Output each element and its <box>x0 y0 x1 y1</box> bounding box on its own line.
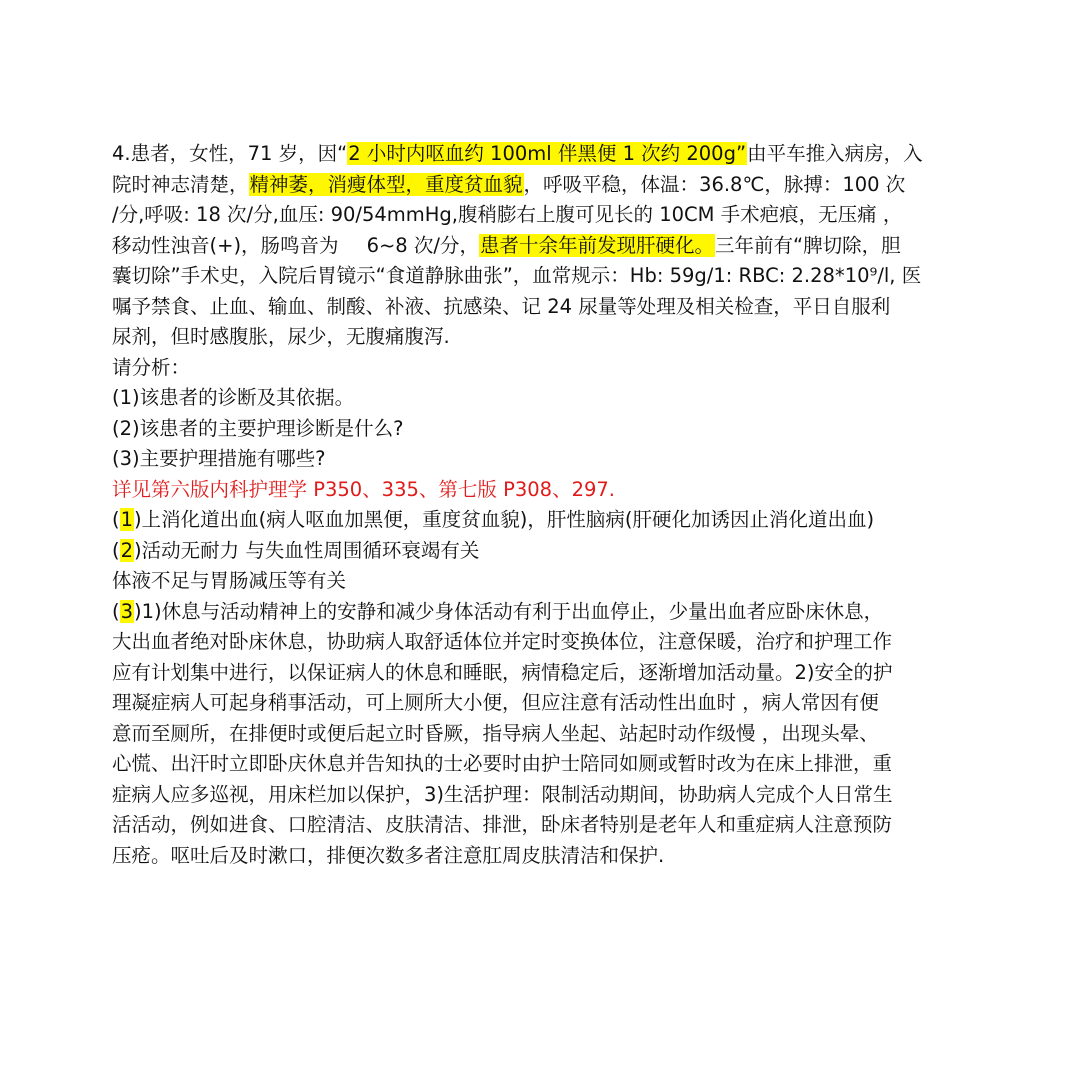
answer-3 <box>112 597 974 628</box>
case-line-2 <box>112 170 974 201</box>
case-line-4 <box>112 231 974 262</box>
answer-3-line: 意而至厕所，在排便时或便后起立时昏厥，指导病人坐起、站起时动作级慢 ，出现头晕、 <box>112 721 879 745</box>
answer-3-line: 活活动，例如进食、口腔清洁、皮肤清洁、排泄，卧床者特别是老年人和重症病人注意预防 <box>112 813 893 836</box>
case-line-6: 嘱予禁食、止血、输血、制酸、补液、抗感染、记 24 尿量等处理及相关检查，平日自服利 <box>112 294 891 318</box>
highlighted-text: 患者十余年前发现肝硬化。 <box>479 233 714 257</box>
answer-3-line: 理凝症病人可起身稍事活动，可上厕所大小便，但应注意有活动性出血时 ，病人常因有便 <box>112 691 879 714</box>
answer-3-line: 心慌、出汗时立即卧庆休息并告知执的士必要时由护士陪同如厕或暂时改为在床上排泄，重 <box>112 752 893 775</box>
case-text: 由平车推入病房，入 <box>747 142 923 165</box>
answer-2 <box>112 536 974 567</box>
answer-text: )上消化道出血(病人呕血加黑便，重度贫血貌)，肝性脑病(肝硬化加诱因止消化道出血) <box>134 508 875 531</box>
answer-number-highlight: 2 <box>120 538 134 562</box>
case-line-5: 囊切除”手术史，入院后胃镜示“食道静脉曲张”，血常规示：Hb: 59g/1: RBC: 2.28*10⁹/l, 医 <box>112 264 922 287</box>
question-1: (1)该患者的诊断及其依据。 <box>112 386 355 409</box>
question-2: (2)该患者的主要护理诊断是什么? <box>112 416 404 440</box>
case-text: ，呼吸平稳，体温：36.8℃，脉搏：100 次 <box>523 172 906 196</box>
answer-1 <box>112 505 974 536</box>
case-text: 移动性浊音(+)，肠鸣音为 <box>112 233 339 257</box>
document-body <box>112 139 974 871</box>
question-3: (3)主要护理措施有哪些? <box>112 447 326 470</box>
answer-3-line: 症病人应多巡视，用床栏加以保护，3)生活护理：限制活动期间，协助病人完成个人日常生 <box>112 782 893 806</box>
case-text: 4.患者，女性，71 岁，因“ <box>112 142 348 165</box>
case-text: 院时神志清楚， <box>112 172 249 196</box>
reference-note: 详见第六版内科护理学 P350、335、第七版 P308、297. <box>112 477 615 501</box>
answer-2-extra: 体液不足与胃肠减压等有关 <box>112 569 347 592</box>
case-text: 6~8 次/分， <box>366 233 479 257</box>
answer-3-line: 压疮。呕吐后及时漱口，排便次数多者注意肛周皮肤清洁和保护. <box>112 843 665 867</box>
answer-paren: ( <box>112 508 120 531</box>
answer-3-line: 应有计划集中进行，以保证病人的休息和睡眠，病情稳定后，逐渐增加活动量。2)安全的护 <box>112 660 893 684</box>
answer-number-highlight: 3 <box>120 599 134 623</box>
answer-text: )活动无耐力 与失血性周围循环衰竭有关 <box>134 538 480 562</box>
case-line-7: 尿剂，但时感腹胀，尿少，无腹痛腹泻. <box>112 325 450 348</box>
case-text: 三年前有“脾切除，胆 <box>715 233 901 257</box>
case-line-3: /分,呼吸: 18 次/分,血压: 90/54mmHg,腹稍膨右上腹可见长的 10CM 手术疤痕，无压痛 ， <box>112 203 903 226</box>
case-line-1 <box>112 139 974 170</box>
answer-text: )1)休息与活动精神上的安静和减少身体活动有利于出血停止，少量出血者应卧床休息， <box>134 599 884 623</box>
answer-paren: ( <box>112 599 120 623</box>
answer-3-line: 大出血者绝对卧床休息，协助病人取舒适体位并定时变换体位，注意保暖，治疗和护理工作 <box>112 630 893 653</box>
questions-intro: 请分析： <box>112 355 191 379</box>
highlighted-text: 2 小时内呕血约 100ml 伴黑便 1 次约 200g” <box>348 142 747 165</box>
highlighted-text: 精神萎，消瘦体型，重度贫血貌 <box>249 172 523 196</box>
answer-number-highlight: 1 <box>120 508 134 531</box>
answer-paren: ( <box>112 538 120 562</box>
